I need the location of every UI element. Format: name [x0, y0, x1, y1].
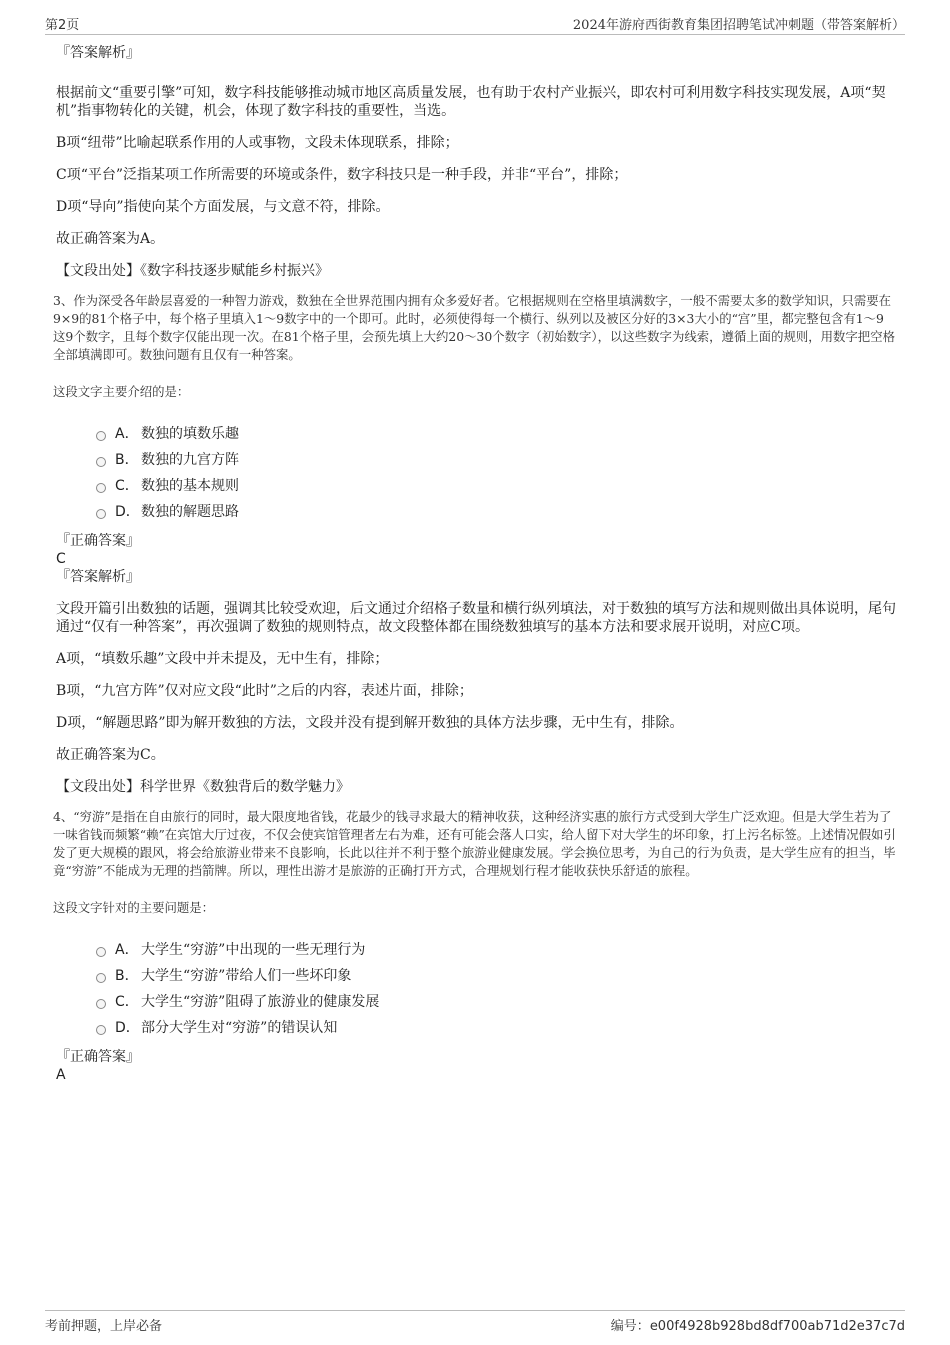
- page-header: [45, 12, 905, 35]
- radio-icon[interactable]: [96, 973, 106, 983]
- option-text: 大学生“穷游”阻碍了旅游业的健康发展: [141, 994, 380, 1010]
- option-c[interactable]: [96, 988, 896, 1014]
- option-b[interactable]: [96, 446, 896, 472]
- option-b[interactable]: [96, 962, 896, 988]
- option-text: 部分大学生对“穷游”的错误认知: [141, 1020, 338, 1036]
- q2-analysis-option-c: C项“平台”泛指某项工作所需要的环境或条件，数字科技只是一种手段，并非“平台”，排除；: [56, 167, 628, 183]
- page-footer: [45, 1310, 905, 1333]
- footer-code-value: e00f4928b928bd8df700ab71d2e37c7d: [649, 1319, 905, 1334]
- footer-code-label: 编号：: [610, 1319, 650, 1334]
- q3-answer: C: [56, 551, 66, 567]
- question-4-text: 4、“穷游”是指在自由旅行的同时，最大限度地省钱，花最少的钱寻求最大的精神收获，这种经济实惠的旅行方式受到大学生广泛欢迎。但是大学生若为了一味省钱而频繁“赖”在宾馆大厅过夜，不仅会使宾馆管理者左右为难，还有可能会落人口实，给人留下对大学生的坏印象，打上污名标签。上述情况假如引发了更大规模的跟风，将会给旅游业带来不良影响，长此以往并不利于整个旅游业健康发展。学会换位思考，为自己的行为负责，是大学生应有的担当，毕竟“穷游”不能成为无理的挡箭牌。所以，理性出游才是旅游的正确打开方式，合理规划行程才能收获快乐舒适的旅程。: [53, 809, 896, 878]
- option-letter: D．: [115, 1020, 140, 1036]
- option-text: 数独的基本规则: [141, 478, 239, 494]
- q3-analysis-paragraph: 文段开篇引出数独的话题，强调其比较受欢迎，后文通过介绍格子数量和横行纵列填法，对于数独的填写方法和规则做出具体说明，尾句通过“仅有一种答案”，再次强调了数独的规则特点，故文段整体都在围绕数独填写的基本方法和要求展开说明，对应C项。: [56, 601, 896, 635]
- document-title: 2024年游府西街教育集团招聘笔试冲刺题（带答案解析）: [572, 18, 905, 33]
- radio-icon[interactable]: [96, 509, 106, 519]
- option-text: 数独的解题思路: [141, 504, 239, 520]
- q2-analysis-option-d: D项“导向”指使向某个方面发展，与文意不符，排除。: [56, 199, 390, 215]
- option-d[interactable]: [96, 498, 896, 524]
- q3-source: 【文段出处】科学世界《数独背后的数学魅力》: [56, 779, 350, 795]
- page-number: 第2页: [45, 18, 80, 33]
- option-letter: A．: [115, 942, 139, 958]
- radio-icon[interactable]: [96, 999, 106, 1009]
- question-4-prompt: 这段文字针对的主要问题是：: [53, 900, 215, 915]
- option-d[interactable]: [96, 1014, 896, 1040]
- option-letter: D．: [115, 504, 140, 520]
- q3-answer-label: 『正确答案』: [56, 533, 140, 549]
- footer-code: [611, 1315, 905, 1334]
- radio-icon[interactable]: [96, 457, 106, 467]
- radio-icon[interactable]: [96, 1025, 106, 1035]
- page-content: [53, 44, 896, 1084]
- q3-analysis-option-a: A项，“填数乐趣”文段中并未提及，无中生有，排除；: [56, 651, 389, 667]
- question-3-prompt: 这段文字主要介绍的是：: [53, 384, 190, 399]
- q3-analysis-option-b: B项，“九宫方阵”仅对应文段“此时”之后的内容，表述片面，排除；: [56, 683, 473, 699]
- q3-analysis-option-d: D项，“解题思路”即为解开数独的方法，文段并没有提到解开数独的具体方法步骤，无中生有，排除。: [56, 715, 684, 731]
- option-letter: C．: [115, 994, 139, 1010]
- q2-conclusion: 故正确答案为A。: [56, 231, 165, 247]
- q2-analysis-label: 『答案解析』: [56, 45, 140, 61]
- option-letter: C．: [115, 478, 139, 494]
- option-text: 大学生“穷游”带给人们一些坏印象: [141, 968, 352, 984]
- radio-icon[interactable]: [96, 431, 106, 441]
- radio-icon[interactable]: [96, 483, 106, 493]
- radio-icon[interactable]: [96, 947, 106, 957]
- q2-analysis-option-b: B项“纽带”比喻起联系作用的人或事物，文段未体现联系，排除；: [56, 135, 459, 151]
- option-letter: A．: [115, 426, 139, 442]
- q2-analysis-paragraph: 根据前文“重要引擎”可知，数字科技能够推动城市地区高质量发展，也有助于农村产业振兴，即农村可利用数字科技实现发展，A项“契机”指事物转化的关键，机会，体现了数字科技的重要性，当选。: [56, 85, 886, 119]
- option-letter: B．: [115, 968, 139, 984]
- q4-answer-label: 『正确答案』: [56, 1049, 140, 1065]
- option-a[interactable]: [96, 420, 896, 446]
- q3-conclusion: 故正确答案为C。: [56, 747, 165, 763]
- question-3-text: 3、作为深受各年龄层喜爱的一种智力游戏，数独在全世界范围内拥有众多爱好者。它根据规则在空格里填满数字，一般不需要太多的数学知识，只需要在9×9的81个格子中，每个格子里填入1～9数字中的一个即可。此时，必须使得每一个横行、纵列以及被区分好的3×3大小的“宫”里，都完整包含有1～9这9个数字，且每个数字仅能出现一次。在81个格子里，会预先填上大约20～30个数字（初始数字），以这些数字为线索，遵循上面的规则，用数字把空格全部填满即可。数独问题有且仅有一种答案。: [53, 293, 895, 362]
- q2-source: 【文段出处】《数字科技逐步赋能乡村振兴》: [56, 263, 329, 279]
- option-text: 大学生“穷游”中出现的一些无理行为: [141, 942, 366, 958]
- option-text: 数独的九宫方阵: [141, 452, 239, 468]
- q4-answer: A: [56, 1067, 66, 1083]
- question-3-options: [96, 420, 896, 524]
- q3-analysis-label: 『答案解析』: [56, 569, 140, 585]
- option-text: 数独的填数乐趣: [141, 426, 239, 442]
- option-a[interactable]: [96, 936, 896, 962]
- option-letter: B．: [115, 452, 139, 468]
- option-c[interactable]: [96, 472, 896, 498]
- question-4-options: [96, 936, 896, 1040]
- footer-slogan: 考前押题，上岸必备: [45, 1319, 163, 1334]
